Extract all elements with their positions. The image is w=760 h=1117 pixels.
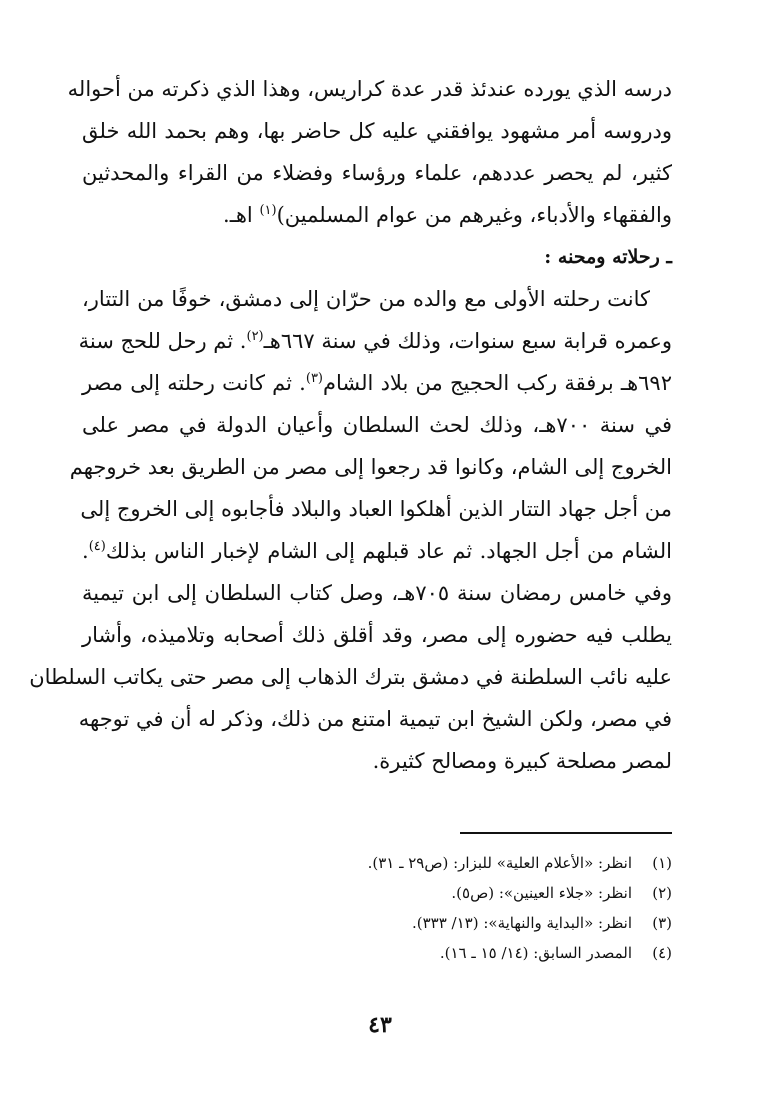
section-heading: ـ رحلاته ومحنه : bbox=[544, 246, 672, 268]
text-line: ودروسه أمر مشهود يوافقني عليه كل حاضر بها، وهم بحمد الله خلق bbox=[82, 119, 672, 143]
footnote-ref: (٢) bbox=[246, 329, 264, 344]
text-line: وفي خامس رمضان سنة ٧٠٥هـ، وصل كتاب السلطان إلى ابن تيمية bbox=[82, 581, 672, 605]
text-line bbox=[82, 530, 672, 572]
footnote bbox=[112, 848, 672, 878]
text-line: لمصر مصلحة كبيرة ومصالح كثيرة. bbox=[372, 749, 672, 773]
footnote-ref: (٤) bbox=[88, 539, 106, 554]
footnote-text: انظر: «الأعلام العلية» للبزار: (ص٢٩ ـ ٣١). bbox=[367, 854, 632, 872]
text-line: درسه الذي يورده عندئذ قدر عدة كراريس، وهذا الذي ذكرته من أحواله bbox=[67, 77, 672, 101]
text-segment: الشام من أجل الجهاد. ثم عاد قبلهم إلى الشام لإخبار الناس بذلك bbox=[105, 539, 672, 563]
text-segment: ٦٩٢هـ برفقة ركب الحجيج من بلاد الشام bbox=[323, 371, 672, 395]
footnote-ref: (١) bbox=[259, 203, 277, 218]
text-segment: . ثم كانت رحلته إلى مصر bbox=[82, 371, 306, 395]
text-line: في سنة ٧٠٠هـ، وذلك لحث السلطان وأعيان الدولة في مصر على bbox=[82, 413, 672, 437]
footnote bbox=[112, 908, 672, 938]
text-segment: وعمره قرابة سبع سنوات، وذلك في سنة ٦٦٧هـ bbox=[263, 329, 672, 353]
footnote-text: انظر: «جلاء العينين»: (ص٥). bbox=[451, 884, 632, 902]
text-line: الخروج إلى الشام، وكانوا قد رجعوا إلى مصر من الطريق بعد خروجهم bbox=[69, 455, 672, 479]
footnote-text: انظر: «البداية والنهاية»: (١٣/ ٣٣٣). bbox=[411, 914, 632, 932]
text-segment: اهـ. bbox=[223, 203, 260, 227]
footnotes bbox=[112, 848, 672, 968]
footnote bbox=[112, 938, 672, 968]
footnote-number: (١) bbox=[652, 854, 672, 872]
text-segment: . ثم رحل للحج سنة bbox=[78, 329, 247, 353]
footnote-ref: (٣) bbox=[305, 371, 323, 386]
text-segment: . bbox=[82, 539, 89, 563]
footnote bbox=[112, 878, 672, 908]
text-line: في مصر، ولكن الشيخ ابن تيمية امتنع من ذلك، وذكر له أن في توجهه bbox=[78, 707, 672, 731]
main-text bbox=[29, 68, 672, 782]
text-line bbox=[78, 320, 672, 362]
text-line: كثير، لم يحصر عددهم، علماء ورؤساء وفضلاء من القراء والمحدثين bbox=[82, 161, 672, 185]
footnote-number: (٣) bbox=[652, 914, 672, 932]
footnote-number: (٢) bbox=[652, 884, 672, 902]
footnote-separator bbox=[460, 832, 672, 834]
text-line: كانت رحلته الأولى مع والده من حرّان إلى دمشق، خوفًا من التتار، bbox=[82, 287, 650, 311]
text-segment: والفقهاء والأدباء، وغيرهم من عوام المسلمين) bbox=[276, 203, 672, 227]
page-number: ٤٣ bbox=[368, 1012, 392, 1038]
text-line bbox=[82, 194, 672, 236]
text-line: عليه نائب السلطنة في دمشق بترك الذهاب إلى مصر حتى يكاتب السلطان bbox=[29, 665, 672, 689]
text-line: يطلب فيه حضوره إلى مصر، وقد أقلق ذلك أصحابه وتلاميذه، وأشار bbox=[82, 623, 672, 647]
text-line bbox=[82, 362, 672, 404]
footnote-text: المصدر السابق: (١٤/ ١٥ ـ ١٦). bbox=[439, 944, 632, 962]
text-line: من أجل جهاد التتار الذين أهلكوا العباد والبلاد فأجابوه إلى الخروج إلى bbox=[80, 497, 672, 521]
footnote-number: (٤) bbox=[652, 944, 672, 962]
